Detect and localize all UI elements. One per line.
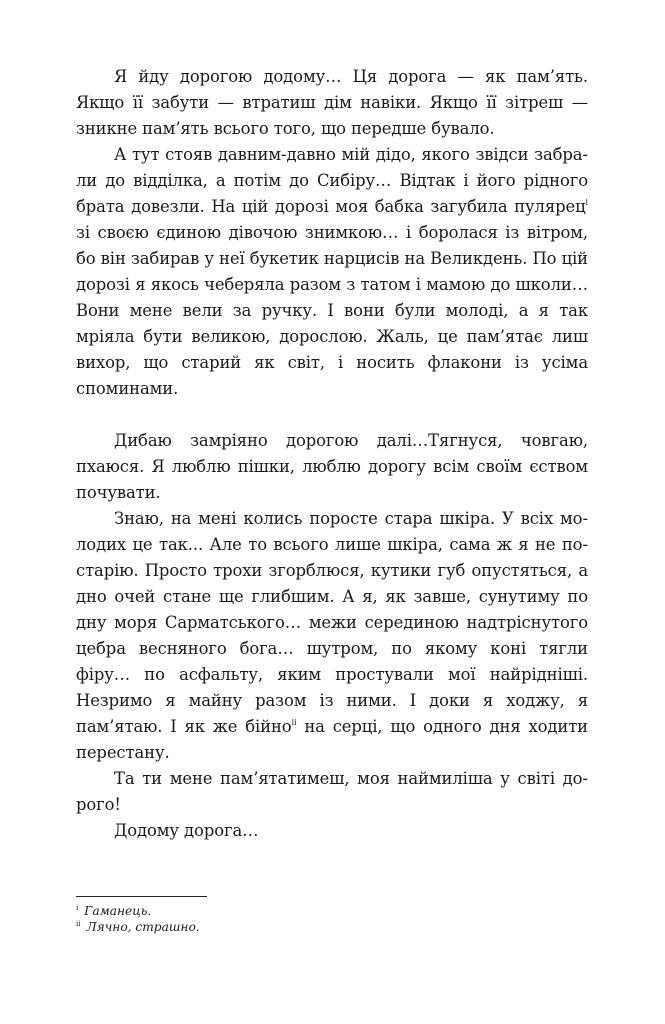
paragraph — [76, 142, 588, 402]
paragraph — [76, 64, 588, 142]
paragraph-text: Дибаю замріяно дорогою далі…Тягнуся, човгаю, пхаюся. Я люблю пішки, люблю дорогу всім своїм єством почувати. — [76, 431, 588, 502]
footnote-text: Лячно, страшно. — [86, 920, 200, 934]
paragraph-text: Я йду дорогою додому… Ця дорога — як пам’ять. Якщо її забути — втратиш дім навіки. Якщо її зітреш — зникне пам’ять всього того, що передше бувало. — [76, 67, 588, 138]
footnote — [76, 919, 588, 935]
paragraph — [76, 506, 588, 766]
paragraph-text: зі своєю єдиною дівочою знимкою… і боролася із вітром, бо він забирав у неї букетик нарцисів на Великдень. По цій дорозі я якось чеберяла разом з татом і мамою до школи… Вони мене вели за ручку. І вони були молоді, а я так мріяла бути великою, дорослою. Жаль, це пам’ятає лиш вихор, що старий як світ, і носить флакони із усіма споминами. — [76, 223, 588, 398]
paragraph-text: Та ти мене пам’ятатимеш, моя наймиліша у світі дорого! — [76, 769, 588, 814]
footnote-reference[interactable]: і — [585, 197, 588, 207]
paragraph-gap — [76, 402, 588, 428]
paragraph — [76, 818, 588, 844]
footnote-reference[interactable]: іі — [291, 717, 297, 727]
footnotes — [76, 896, 588, 935]
page-body — [76, 64, 588, 844]
footnote-divider — [76, 896, 207, 897]
footnote-text: Гаманець. — [84, 904, 152, 918]
paragraph-text: А тут стояв давним-давно мій дідо, якого звідси забрали до відділка, а потім до Сибіру… Відтак і його рідного брата довезли. На цій дорозі моя бабка загубила пулярец — [76, 145, 588, 216]
paragraph-text: на серці, що одного дня ходити перестану. — [76, 717, 589, 762]
paragraph — [76, 428, 588, 506]
paragraph-text: Додому дорога… — [114, 821, 259, 840]
footnote-mark: іі — [76, 919, 81, 928]
footnote-mark: і — [76, 903, 79, 912]
footnote — [76, 903, 588, 919]
paragraph-text: Знаю, на мені колись поросте стара шкіра. У всіх молодих це так... Але то всього лише шкіра, сама ж я не постарію. Просто трохи згорблюся, кутики губ опустяться, а дно очей стане ще глибшим. А я, як завше, сунутиму по дну моря Сарматського… межи серединою надтріснутого цебра весняного бога… шутром, по якому коні тягли фіру… по асфальту, яким простували мої найрідніші. Незримо я майну разом із ними. І доки я ходжу, я пам’ятаю. І як же бійно — [76, 509, 588, 736]
paragraph — [76, 766, 588, 818]
